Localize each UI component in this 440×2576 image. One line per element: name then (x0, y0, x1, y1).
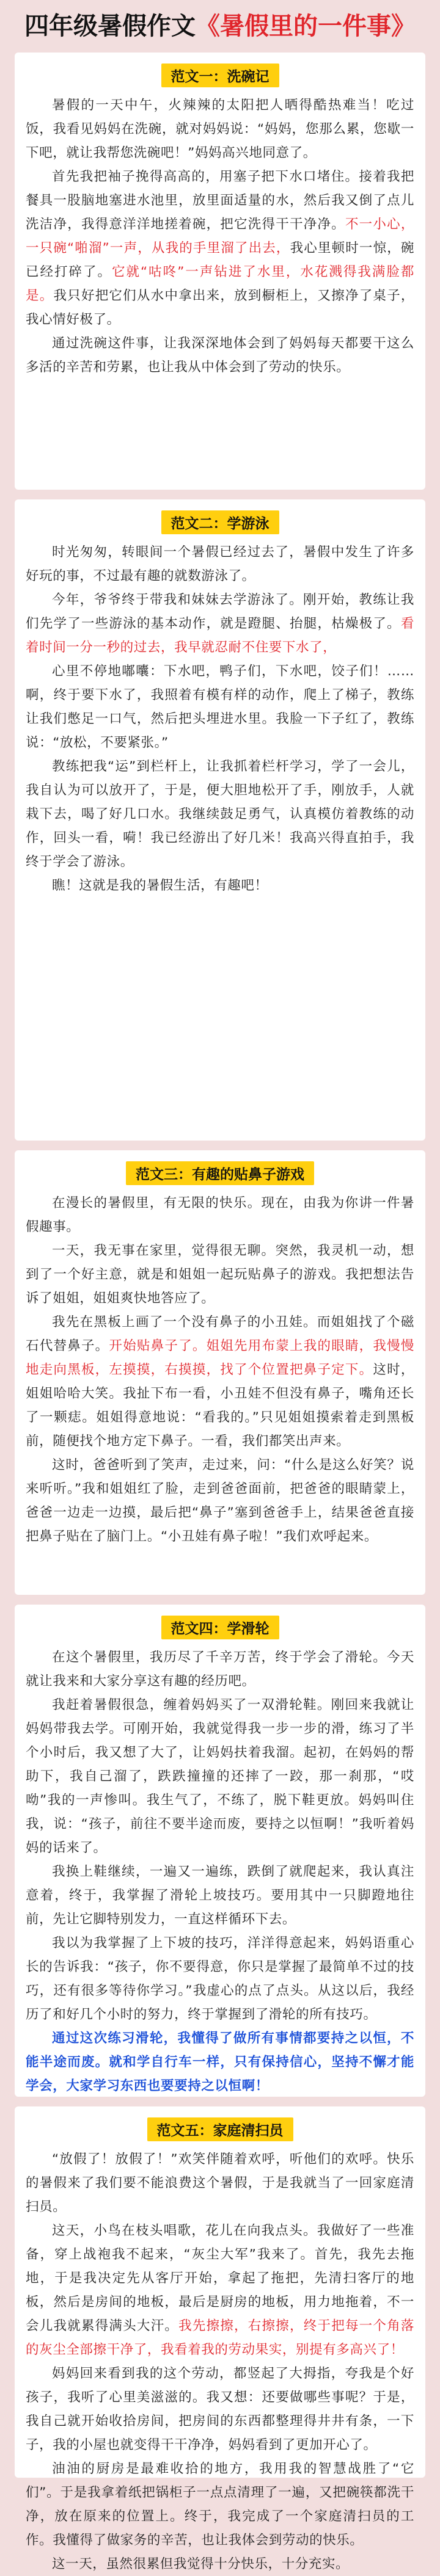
highlighted-text: 不一小心，一只碗“啪溜”一声，从我的手里溜了出去， (26, 217, 414, 256)
section-heading: 范文二：学游泳 (161, 510, 279, 534)
paragraph (26, 2219, 414, 2362)
section-heading: 范文四：学滑轮 (161, 1616, 279, 1639)
paragraph (26, 165, 414, 332)
paragraph: 暑假的一天中午，火辣辣的太阳把人晒得酷热难当！吃过饭，我看见妈妈在洗碗，就对妈妈说：“妈妈，您那么累，您歇一下吧，就让我帮您洗碗吧！”妈妈高兴地同意了。 (26, 98, 414, 161)
section-heading: 范文一：洗碗记 (161, 63, 279, 87)
highlighted-text: 开始贴鼻子了。姐姐先用布蒙上我的眼睛，我慢慢地走向黑板，左摸摸，右摸摸，找了个位置把鼻子定下。 (26, 1338, 414, 1377)
paragraph-text: 今年，爷爷终于带我和妹妹去学游泳了。刚开始，教练让我们先学了一些游泳的基本动作，就是蹬腿、抬腿，枯燥极了。 (26, 592, 414, 631)
paragraph-text: 我只好把它们从水中拿出来，放到橱柜上，又擦净了桌子，我心情好极了。 (26, 288, 415, 327)
essay-section-5 (15, 2106, 425, 2572)
section-heading: 范文五：家庭清扫员 (147, 2117, 293, 2141)
paragraph (26, 588, 414, 659)
paragraph: 这时，爸爸听到了笑声，走过来，问：“什么是这么好笑？说来听听。”我和姐姐红了脸，走到爸爸面前，把爸爸的眼睛蒙上，爸爸一边走一边摸，最后把“鼻子”塞到爸爸手上，结果爸爸直接把鼻子贴在了脑门上。“小丑娃有鼻子啦！”我们欢呼起来。 (26, 1457, 414, 1544)
essay-section-3 (15, 1150, 425, 1595)
paragraph: 一天，我无事在家里，觉得很无聊。突然，我灵机一动，想到了一个好主意，就是和姐姐一起玩贴鼻子的游戏。我把想法告诉了姐姐，姐姐爽快地答应了。 (26, 1243, 414, 1306)
highlighted-text: 看着时间一分一秒的过去，我早就忍耐不住要下水了， (26, 616, 414, 655)
page-title (15, 0, 425, 53)
paragraph: 教练把我“运”到栏杆上，让我抓着栏杆学习，学了一会儿，我自认为可以放开了，于是，便大胆地松开了手，刚放手，人就栽下去，喝了好几口水。我继续鼓足勇气，认真模仿着教练的动作，回头一看，嗬！我已经游出了好几米！我高兴得直拍手，我终于学会了游泳。 (26, 759, 414, 869)
paragraph: 通过洗碗这件事，让我深深地体会到了妈妈每天都要干这么多活的辛苦和劳累，也让我从中体会到了劳动的快乐。 (26, 336, 414, 375)
highlighted-paragraph: 通过这次练习滑轮，我懂得了做所有事情都要持之以恒，不能半途而废。就和学自行车一样，只有保持信心，坚持不懈才能学会，大家学习东西也要要持之以恒啊！ (26, 2031, 414, 2094)
title-prefix: 四年级暑假作文 (24, 12, 196, 40)
section-heading: 范文三：有趣的贴鼻子游戏 (126, 1161, 314, 1185)
paragraph: 妈妈回来看到我的这个劳动，都竖起了大拇指，夸我是个好孩子，我听了心里美滋滋的。我又想：还要做哪些事呢？于是，我自己就开始收拾房间，把房间的东西都整理得井井有条，一下子，我的小屋也就变得干干净净，妈妈看到了更加开心了。 (26, 2366, 414, 2453)
paragraph: 在漫长的暑假里，有无限的快乐。现在，由我为你讲一件暑假趣事。 (26, 1195, 414, 1235)
paragraph: 在这个暑假里，我历尽了千辛万苦，终于学会了滑轮。今天就让我来和大家分享这有趣的经历吧。 (26, 1650, 414, 1689)
paragraph: “放假了！放假了！”欢笑伴随着欢呼，听他们的欢呼。快乐的暑假来了我们要不能浪费这个暑假，于是我就当了一回家庭清扫员。 (26, 2152, 414, 2215)
paragraph: 我以为我掌握了上下坡的技巧，洋洋得意起来，妈妈语重心长的告诉我：“孩子，你不要得意，你只是掌握了最简单不过的技巧，还有很多等待你学习。”我虚心的点了点头。从这以后，我经历了和好几个小时的努力，终于掌握到了滑轮的所有技巧。 (26, 1936, 414, 2022)
essay-section-4 (15, 1605, 425, 2097)
paragraph: 心里不停地嘟囔：下水吧，鸭子们，下水吧，饺子们！……啊，终于要下水了，我照着有模有样的动作，爬上了梯子，教练让我们憋足一口气，然后把头埋进水里。我脸一下子红了，教练说：“放松，不要紧张。” (26, 664, 414, 750)
paragraph-text: 这天，小鸟在枝头唱歌，花儿在向我点头。我做好了一些准备，穿上战袍我不起来，“灰尘大军”我来了。首先，我先去拖地，于是我决定先从客厅开始，拿起了拖把，先清扫客厅的地板，然后是房间的地板，最后是厨房的地板，用力地拖着，不一会儿我就累得满头大汗。 (26, 2223, 414, 2334)
essay-section-2 (15, 499, 425, 1141)
paragraph: 我赶着暑假很急，缠着妈妈买了一双滑轮鞋。刚回来我就让妈妈带我去学。可刚开始，我就觉得我一步一步的滑，练习了半个小时后，我又想了大了，让妈妈扶着我溜。起初，在妈妈的帮助下，我自己溜了，跌跌撞撞的还摔了一跤，那一刹那，“哎呦”我的一声惨叫。我生气了，不练了，脱下鞋更放。妈妈叫住我，说：“孩子，前往不要半途而废，要持之以恒啊！”我听着妈妈的话来了。 (26, 1697, 414, 1856)
paragraph (26, 1310, 414, 1453)
highlighted-text: 我先擦擦，右擦擦，终于把每一个角落的灰尘全部擦干净了，我看着我的劳动果实，别提有多高兴了！ (26, 2318, 414, 2357)
paragraph: 油油的厨房是最难收拾的地方，我用我的智慧战胜了“它们”。于是我拿着纸把锅柜子一点点清理了一遍，又把碗筷都洗干净，放在原来的位置上。终于，我完成了一个家庭清扫员的工作。我懂得了做家务的辛苦，也让我体会到劳动的快乐。 (26, 2461, 414, 2548)
paragraph: 我换上鞋继续，一遍又一遍练，跌倒了就爬起来，我认真注意着，终于，我掌握了滑轮上坡技巧。要用其中一只脚蹬地往前，先让它脚特别发力，一直这样循环下去。 (26, 1864, 414, 1927)
paragraph-text: 首先我把袖子挽得高高的，用塞子把下水口堵住。接着我把餐具一股脑地塞进水池里，放里面适量的水，然后我又倒了点儿洗洁净，我得意洋洋地搓着碗，把它洗得干干净净。 (26, 169, 414, 232)
paragraph: 瞧！这就是我的暑假生活，有趣吧！ (52, 878, 268, 893)
title-red: 《暑假里的一件事》 (196, 12, 416, 40)
paragraph: 时光匆匆，转眼间一个暑假已经过去了，暑假中发生了许多好玩的事，不过最有趣的就数游泳了。 (26, 545, 414, 584)
paragraph-text: 这时，姐姐哈哈大笑。我扯下布一看，小丑娃不但没有鼻子，嘴角还长了一颗痣。姐姐得意地说：“看我的。”只见姐姐摸索着走到黑板前，随便找个地方定下鼻子。一看，我们都笑出声来。 (26, 1362, 414, 1449)
paragraph: 这一天，虽然很累但我觉得十分快乐，十分充实。 (52, 2556, 350, 2572)
paragraph-text: 我心里顿时一惊，碗已经打碎了。 (26, 241, 414, 280)
paragraph-text: 我先在黑板上画了一个没有鼻子的小丑娃。而姐姐找了个磁石代替鼻子。 (26, 1315, 414, 1354)
highlighted-text: 它就“咕咚”一声钻进了水里，水花溅得我满脸都是。 (26, 264, 414, 303)
essay-section-1 (15, 53, 425, 490)
